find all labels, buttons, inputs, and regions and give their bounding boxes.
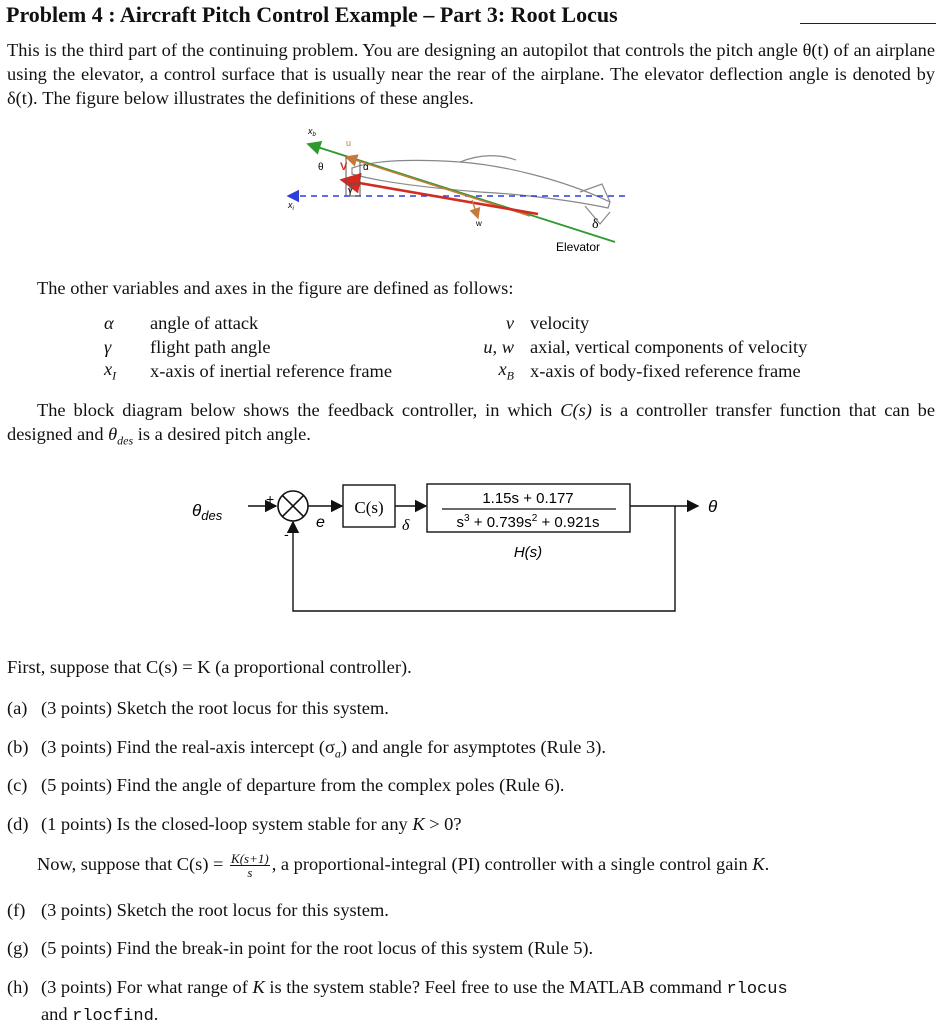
variable-symbol: α — [104, 313, 114, 334]
block-diagram — [180, 475, 740, 620]
pi-controller-statement: Now, suppose that C(s) = $\frac{K(s+1)}{s}$ , a proportional-integral (PI) controller with a single control gain K. — [37, 851, 770, 881]
block-diagram-intro: The block diagram below shows the feedback controller, in which C(s) is a controller transfer function that can be designed and $\theta_{des}$ is a desired pitch angle. — [7, 400, 935, 448]
elevator-label: Elevator — [556, 240, 601, 254]
airplane-outline — [352, 156, 610, 224]
matlab-command: rlocfind — [72, 1007, 154, 1026]
question-a — [7, 696, 389, 720]
question-label: (h) — [7, 977, 29, 997]
table-row — [104, 359, 807, 384]
minus-sign: - — [284, 526, 289, 542]
tf-denominator: $s^3 + 0.739s^2 + 0.921s$ — [456, 513, 600, 531]
plus-sign: + — [266, 491, 275, 507]
question-g — [7, 936, 593, 960]
pi-fraction: $\frac{K(s+1)}{s}$ — [231, 851, 269, 881]
question-label: (d) — [7, 814, 29, 834]
variable-symbol: $x_I$ — [104, 359, 117, 383]
variable-symbol: u, w — [483, 336, 514, 357]
controller-label: C(s) — [354, 498, 384, 517]
variable-description: velocity — [530, 313, 590, 334]
tf-numerator: 1.15s + 0.177 — [482, 490, 574, 507]
question-d: (d) (1 points) Is the closed-loop system stable for any K > 0? — [7, 814, 462, 834]
intro-paragraph: This is the third part of the continuing problem. You are designing an autopilot that controls the pitch angle θ(t) of an airplane using the elevator, a control surface that is usually near the rear of the airplane. The elevator deflection angle is denoted by δ(t). The figure below illustrates the definitions of these angles. — [7, 40, 935, 108]
xb-label: $x_b$ — [308, 126, 316, 138]
question-b: (b) (3 points) Find the real-axis intercept $(\sigma_a)$ and angle for asymptotes (Rule 3). — [7, 737, 606, 761]
variable-description: axial, vertical components of velocity — [530, 336, 808, 357]
error-label: e — [316, 514, 325, 531]
question-label: (a) — [7, 698, 28, 718]
alpha-label: α — [363, 162, 369, 173]
output-label: θ — [708, 497, 718, 516]
xi-label: $x_i$ — [288, 200, 294, 212]
plant-label: H(s) — [513, 544, 543, 561]
variable-symbol: $x_B$ — [498, 359, 514, 383]
delta-label: δ — [402, 517, 410, 534]
question-text: (3 points) Sketch the root locus for this system. — [41, 698, 389, 718]
question-text: (5 points) Find the angle of departure from the complex poles (Rule 6). — [41, 775, 565, 795]
u-label: u — [346, 138, 352, 148]
variables-table — [104, 312, 807, 384]
variable-description: flight path angle — [150, 336, 271, 357]
w-label: w — [476, 219, 482, 228]
question-f — [7, 898, 389, 922]
table-row — [104, 336, 807, 360]
question-c — [7, 773, 565, 797]
title-rule — [800, 23, 936, 24]
matlab-command: rlocus — [726, 980, 788, 999]
question-text: (5 points) Find the break-in point for the root locus of this system (Rule 5). — [41, 938, 594, 958]
summing-junction — [278, 491, 308, 521]
delta-label: δ — [592, 217, 599, 232]
variable-description: x-axis of inertial reference frame — [150, 360, 392, 381]
variable-description: angle of attack — [150, 313, 259, 334]
question-label: (b) — [7, 737, 29, 757]
airplane-figure — [280, 120, 630, 260]
gamma-label: γ — [348, 185, 353, 195]
p-controller-statement: First, suppose that C(s) = K (a proportional controller). — [7, 657, 412, 677]
body-axis-line — [308, 144, 615, 242]
variable-description: x-axis of body-fixed reference frame — [530, 360, 801, 381]
question-label: (c) — [7, 775, 28, 795]
question-label: (f) — [7, 900, 26, 920]
question-text: (3 points) Sketch the root locus for this system. — [41, 900, 389, 920]
theta-label: θ — [318, 162, 324, 173]
problem-header — [6, 2, 936, 32]
velocity-line — [342, 180, 538, 214]
v-label: V — [340, 161, 348, 173]
variable-symbol: γ — [104, 336, 112, 357]
input-label: $\theta_{des}$ — [192, 501, 223, 523]
question-h: (h) (3 points) For what range of K is the system stable? Feel free to use the MATLAB command rlocus and rlocfind. — [7, 977, 788, 1026]
question-label: (g) — [7, 938, 29, 958]
variables-intro: The other variables and axes in the figure are defined as follows: — [37, 278, 514, 298]
variable-symbol: v — [505, 313, 514, 334]
problem-title: Problem 4 : Aircraft Pitch Control Example – Part 3: Root Locus — [6, 2, 618, 27]
table-row — [104, 312, 807, 336]
